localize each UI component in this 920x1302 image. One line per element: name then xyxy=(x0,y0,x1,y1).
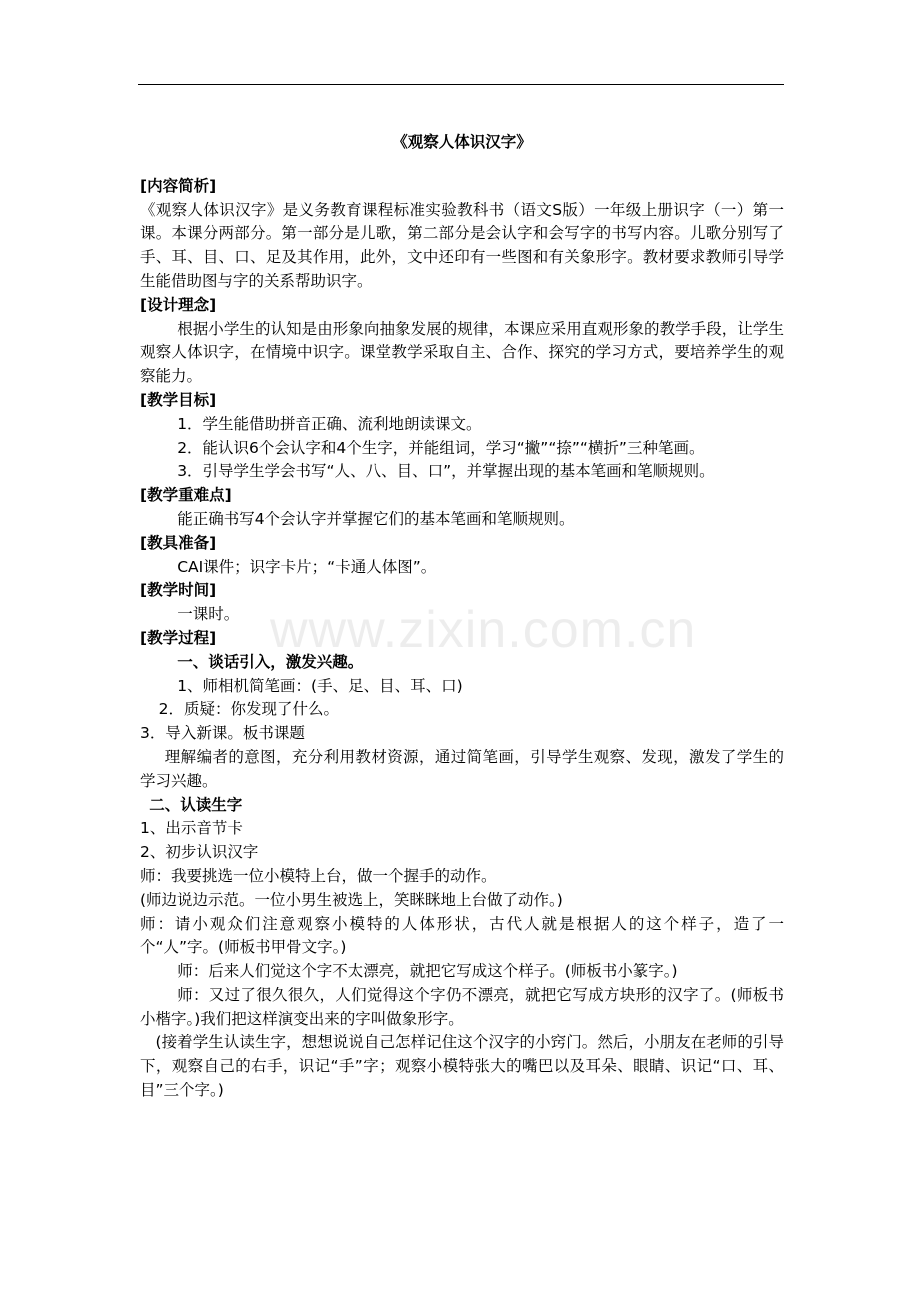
section-heading-concept: [设计理念] xyxy=(140,295,217,314)
paragraph: 能正确书写4个会认字并掌握它们的基本笔画和笔顺规则。 xyxy=(177,509,575,528)
section-heading-materials: [教具准备] xyxy=(140,533,217,552)
paragraph: (接着学生认读生字，想想说说自己怎样记住这个汉字的小窍门。然后，小朋友在老师的引导下，观察自己的右手，识记“手”字；观察小模特张大的嘴巴以及耳朵、眼睛、识记“口、耳、目”三个字。) xyxy=(140,1033,784,1100)
goal-item: 2．能认识6个会认字和4个生字，并能组词，学习“撇”“捺”“横折”三种笔画。 xyxy=(177,438,705,457)
document-body xyxy=(140,131,784,1103)
paragraph: (师边说边示范。一位小男生被选上，笑眯眯地上台做了动作。) xyxy=(140,890,563,909)
paragraph: 《观察人体识汉字》是义务教育课程标准实验教科书（语文S版）一年级上册识字（一）第一课。本课分两部分。第一部分是儿歌，第二部分是会认字和会写字的书写内容。儿歌分别写了手、耳、目、口、足及其作用，此外，文中还印有一些图和有关象形字。教材要求教师引导学生能借助图与字的关系帮助识字。 xyxy=(140,200,784,290)
list-item: 1、出示音节卡 xyxy=(140,819,243,838)
paragraph: 师：请小观众们注意观察小模特的人体形状，古代人就是根据人的这个样子，造了一个“人”字。(师板书甲骨文字。) xyxy=(140,914,784,957)
section-heading-process: [教学过程] xyxy=(140,628,217,647)
paragraph: CAI课件；识字卡片；“卡通人体图”。 xyxy=(177,557,437,576)
subheading: 一、谈话引入，激发兴趣。 xyxy=(177,652,364,671)
goal-item: 1．学生能借助拼音正确、流利地朗读课文。 xyxy=(177,414,482,433)
paragraph: 理解编者的意图，充分利用教材资源，通过简笔画，引导学生观察、发现，激发了学生的学习兴趣。 xyxy=(140,747,784,790)
paragraph: 根据小学生的认知是由形象向抽象发展的规律，本课应采用直观形象的教学手段，让学生观察人体识字，在情境中识字。课堂教学采取自主、合作、探究的学习方式，要培养学生的观察能力。 xyxy=(140,319,784,386)
document-title: 《观察人体识汉字》 xyxy=(392,133,532,151)
watermark: www.zixin.com.cn xyxy=(270,601,697,659)
list-item: 1、师相机简笔画：(手、足、目、耳、口) xyxy=(177,676,463,695)
section-heading-goals: [教学目标] xyxy=(140,390,217,409)
subheading: 二、认读生字 xyxy=(149,795,243,814)
list-item: 2、初步认识汉字 xyxy=(140,843,259,862)
section-heading-content: [内容简析] xyxy=(140,176,217,195)
paragraph: 一课时。 xyxy=(177,605,240,624)
section-heading-time: [教学时间] xyxy=(140,581,217,600)
list-item: 3．导入新课。板书课题 xyxy=(140,724,305,743)
paragraph: 师：又过了很久很久，人们觉得这个字仍不漂亮，就把它写成方块形的汉字了。(师板书小楷字。)我们把这样演变出来的字叫做象形字。 xyxy=(140,985,784,1028)
header-rule xyxy=(138,84,784,85)
paragraph: 师：后来人们觉这个字不太漂亮，就把它写成这个样子。(师板书小篆字。) xyxy=(177,962,678,981)
paragraph: 师：我要挑选一位小模特上台，做一个握手的动作。 xyxy=(140,866,497,885)
goal-item: 3．引导学生学会书写“人、八、目、口”，并掌握出现的基本笔画和笔顺规则。 xyxy=(177,462,715,481)
list-item: 2．质疑：你发现了什么。 xyxy=(158,700,339,719)
section-heading-keypoints: [教学重难点] xyxy=(140,486,232,505)
